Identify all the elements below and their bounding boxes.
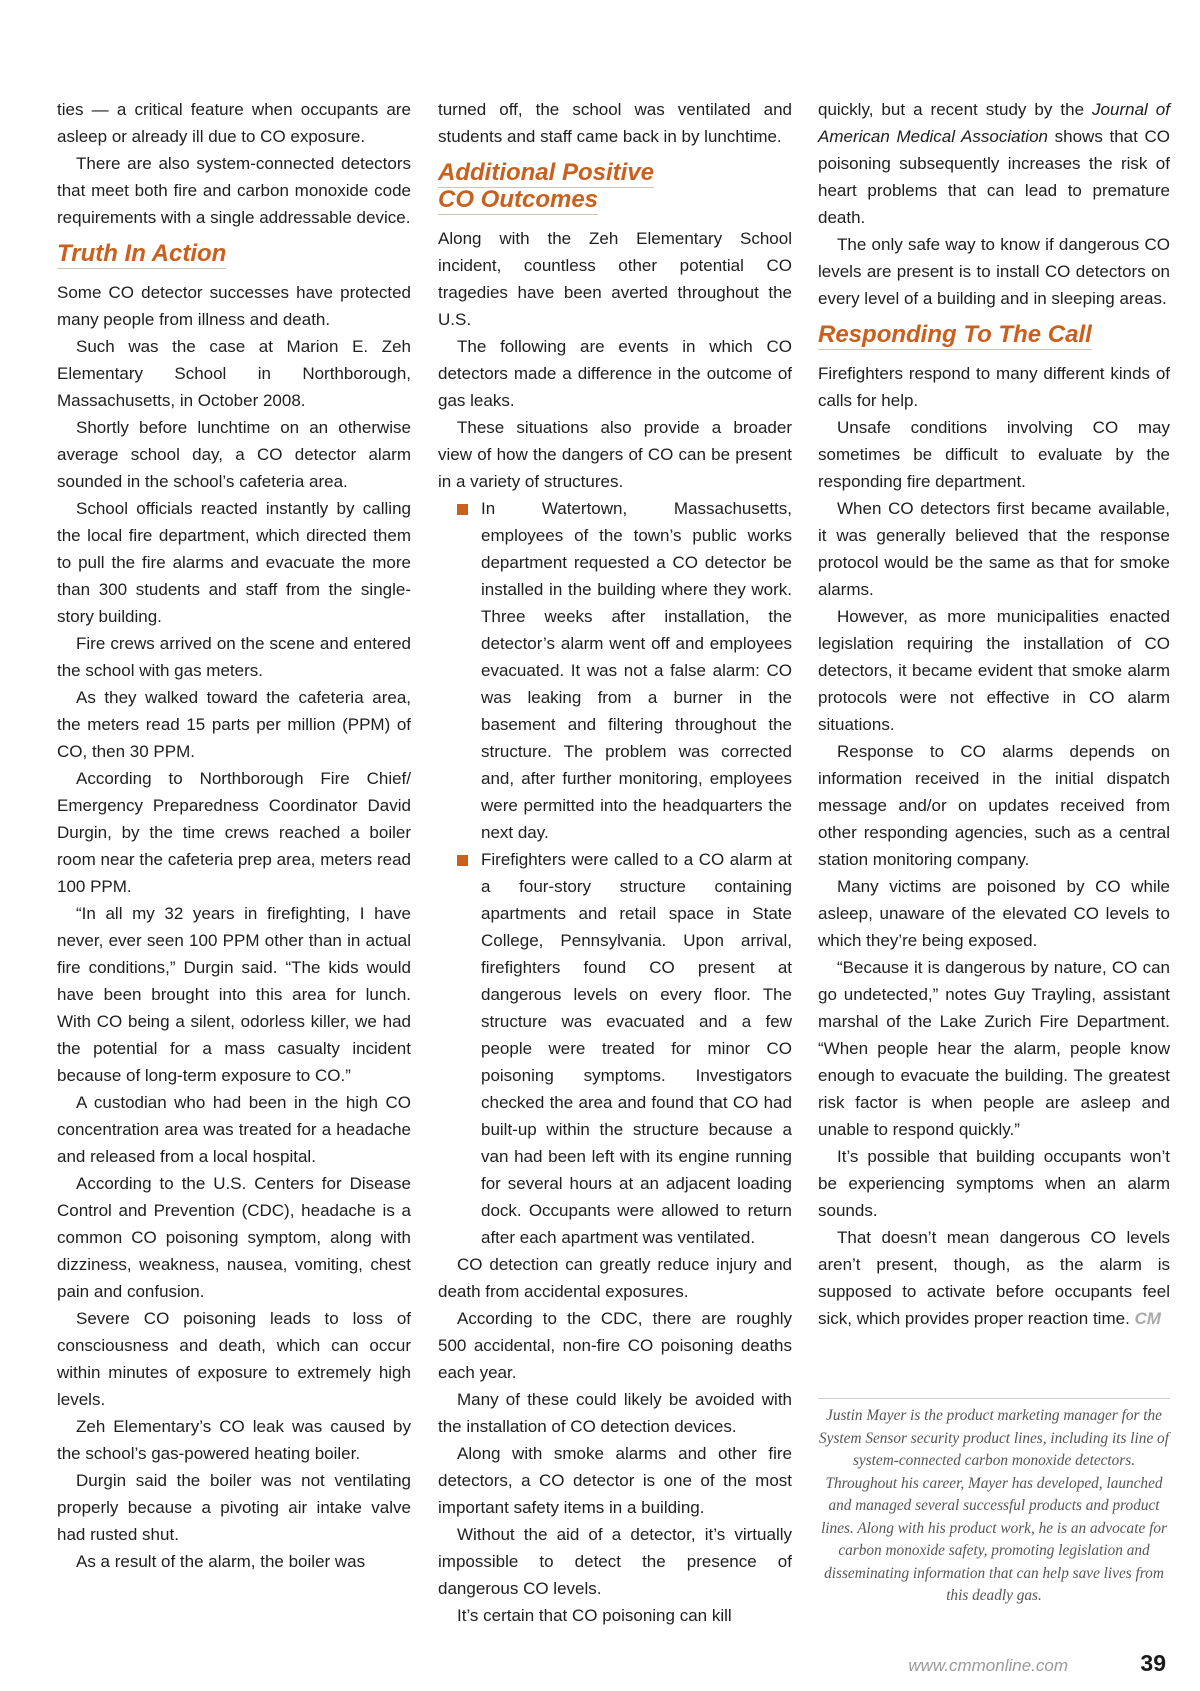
paragraph: Durgin said the boiler was not ventilating properly because a pivoting air intake valve had rusted shut.: [57, 1471, 411, 1544]
paragraph: It’s certain that CO poisoning can kill: [457, 1606, 732, 1625]
paragraph: These situations also provide a broader view of how the dangers of CO can be present in a variety of structures.: [438, 418, 792, 491]
author-bio: Justin Mayer is the product marketing manager for the System Sensor security product lines, including its line of system-connected carbon monoxide detectors. Throughout his career, Mayer has developed, launched and managed several successful products and product lines. Along with his product work, he is an advocate for carbon monoxide safety, promoting legislation and disseminating information that can help save lives from this deadly gas.: [819, 1407, 1169, 1604]
bullet-item: [438, 846, 792, 1251]
quote-paragraph: “In all my 32 years in firefighting, I have never, ever seen 100 PPM other than in actual fire conditions,” Durgin said. “The kids would have been brought into this area for lunch. With CO being a silent, odorless killer, we had the potential for a mass casualty incident because of long-term exposure to CO.”: [57, 904, 411, 1085]
bio-divider: [818, 1398, 1170, 1399]
paragraph: The following are events in which CO detectors made a difference in the outcome of gas leaks.: [438, 337, 792, 410]
square-bullet-icon: [457, 504, 468, 515]
paragraph: Fire crews arrived on the scene and entered the school with gas meters.: [57, 634, 411, 680]
paragraph: Many of these could likely be avoided with the installation of CO detection devices.: [438, 1390, 792, 1436]
paragraph: School officials reacted instantly by calling the local fire department, which directed them to pull the fire alarms and evacuate the more than 300 students and staff from the single-story building.: [57, 499, 411, 626]
page-number: 39: [1140, 1650, 1166, 1676]
bullet-item: [438, 495, 792, 846]
paragraph: When CO detectors first became available, it was generally believed that the response protocol would be the same as that for smoke alarms.: [818, 499, 1170, 599]
section-heading-responding-to-the-call: Responding To The Call: [818, 321, 1092, 348]
paragraph: Along with smoke alarms and other fire detectors, a CO detector is one of the most important safety items in a building.: [438, 1444, 792, 1517]
paragraph: quickly, but a recent study by the Journal of American Medical Association shows that CO poisoning subsequently increases the risk of heart problems that can lead to premature death.: [818, 100, 1170, 227]
paragraph: Response to CO alarms depends on information received in the initial dispatch message and/or on updates received from other responding agencies, such as a central station monitoring company.: [818, 742, 1170, 869]
paragraph: As a result of the alarm, the boiler was: [76, 1552, 366, 1571]
section-heading-additional-positive-co-outcomes: Additional Positive CO Outcomes: [438, 159, 655, 213]
paragraph: That doesn’t mean dangerous CO levels aren’t present, though, as the alarm is supposed to activate before occupants feel sick, which provides proper reaction time. CM: [818, 1228, 1170, 1328]
text-column-1: [57, 96, 411, 1575]
paragraph: CO detection can greatly reduce injury and death from accidental exposures.: [438, 1255, 792, 1301]
section-heading-truth-in-action: Truth In Action: [57, 240, 227, 267]
bullet-text: In Watertown, Massachusetts, employees of the town’s public works department requested a CO detector be installed in the building where they work. Three weeks after installation, the detector’s alarm went off and employees evacuated. It was not a false alarm: CO was leaking from a burner in the basement and filtering throughout the structure. The problem was corrected and, after further monitoring, employees were permitted into the headquarters the next day.: [481, 499, 792, 842]
paragraph: Zeh Elementary’s CO leak was caused by the school’s gas-powered heating boiler.: [57, 1417, 411, 1463]
paragraph: A custodian who had been in the high CO concentration area was treated for a headache and released from a local hospital.: [57, 1093, 411, 1166]
footer-url[interactable]: www.cmmonline.com: [908, 1656, 1068, 1675]
paragraph: However, as more municipalities enacted legislation requiring the installation of CO detectors, it became evident that smoke alarm protocols were not effective in CO alarm situations.: [818, 607, 1170, 734]
paragraph: As they walked toward the cafeteria area, the meters read 15 parts per million (PPM) of CO, then 30 PPM.: [57, 688, 411, 761]
end-mark-cm: CM: [1134, 1309, 1161, 1328]
paragraph: There are also system-connected detectors that meet both fire and carbon monoxide code requirements with a single addressable device.: [57, 154, 411, 227]
paragraph: Without the aid of a detector, it’s virtually impossible to detect the presence of dangerous CO levels.: [438, 1525, 792, 1598]
paragraph: Shortly before lunchtime on an otherwise average school day, a CO detector alarm sounded in the school’s cafeteria area.: [57, 418, 411, 491]
paragraph: According to Northborough Fire Chief/ Emergency Preparedness Coordinator David Durgin, by the time crews reached a boiler room near the cafeteria prep area, meters read 100 PPM.: [57, 769, 411, 896]
paragraph: Some CO detector successes have protected many people from illness and death.: [57, 283, 411, 329]
paragraph: Firefighters respond to many different kinds of calls for help.: [818, 364, 1170, 410]
text-column-2: [438, 96, 792, 1629]
paragraph: According to the CDC, there are roughly 500 accidental, non-fire CO poisoning deaths each year.: [438, 1309, 792, 1382]
paragraph: According to the U.S. Centers for Disease Control and Prevention (CDC), headache is a common CO poisoning symptom, along with dizziness, weakness, nausea, vomiting, chest pain and confusion.: [57, 1174, 411, 1301]
paragraph: It’s possible that building occupants won’t be experiencing symptoms when an alarm sounds.: [818, 1147, 1170, 1220]
paragraph: The only safe way to know if dangerous CO levels are present is to install CO detectors on every level of a building and in sleeping areas.: [818, 235, 1170, 308]
square-bullet-icon: [457, 855, 468, 866]
paragraph: Many victims are poisoned by CO while asleep, unaware of the elevated CO levels to which they’re being exposed.: [818, 877, 1170, 950]
paragraph: ties — a critical feature when occupants are asleep or already ill due to CO exposure.: [57, 100, 411, 146]
bullet-text: Firefighters were called to a CO alarm at a four-story structure containing apartments and retail space in State College, Pennsylvania. Upon arrival, firefighters found CO present at dangerous levels on every floor. The structure was evacuated and a few people were treated for minor CO poisoning symptoms. Investigators checked the area and found that CO had built-up within the structure because a van had been left with its engine running for several hours at an adjacent loading dock. Occupants were allowed to return after each apartment was ventilated.: [481, 850, 792, 1247]
text-column-3: [818, 96, 1170, 1332]
paragraph: Along with the Zeh Elementary School incident, countless other potential CO tragedies have been averted throughout the U.S.: [438, 229, 792, 329]
paragraph: Such was the case at Marion E. Zeh Elementary School in Northborough, Massachusetts, in October 2008.: [57, 337, 411, 410]
paragraph: turned off, the school was ventilated and students and staff came back in by lunchtime.: [438, 100, 792, 146]
journal-title: Journal of American Medical Association: [818, 100, 1170, 146]
paragraph: Unsafe conditions involving CO may sometimes be difficult to evaluate by the responding fire department.: [818, 418, 1170, 491]
paragraph: Severe CO poisoning leads to loss of consciousness and death, which can occur within minutes of exposure to extremely high levels.: [57, 1309, 411, 1409]
quote-paragraph: “Because it is dangerous by nature, CO can go undetected,” notes Guy Trayling, assistant marshal of the Lake Zurich Fire Department. “When people hear the alarm, people know enough to evacuate the building. The greatest risk factor is when people are asleep and unable to respond quickly.”: [818, 958, 1170, 1139]
